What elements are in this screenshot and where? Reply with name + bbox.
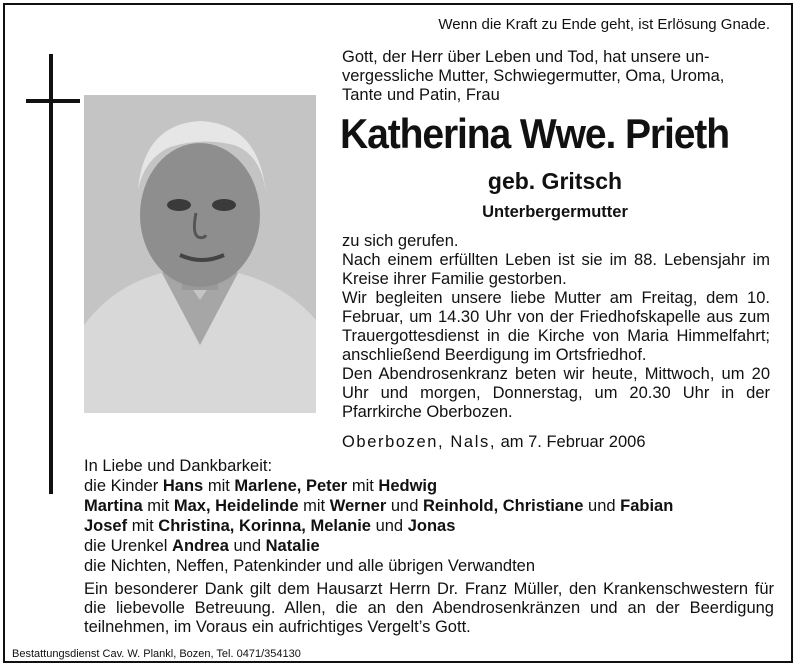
family-line-great-grandchildren <box>84 536 774 556</box>
name: Jonas <box>407 517 456 535</box>
funeral-home: Bestattungsdienst Cav. W. Plankl, Bozen, Tel. 0471/354130 <box>12 648 301 660</box>
intro-line-3: Tante und Patin, Frau <box>342 86 500 104</box>
paragraph-rosary: Den Abendrosenkranz beten wir heute, Mittwoch, um 20 Uhr und morgen, Donnerstag, um 20.30 Uhr in der Pfarrkirche Oberbozen. <box>342 365 770 421</box>
name: Reinhold, Christiane <box>423 497 584 515</box>
paragraph-funeral: Wir begleiten unsere liebe Mutter am Freitag, dem 10. Februar, um 14.30 Uhr von der Friedhofskapelle aus zum Trauergottesdienst in die Kirche von Maria Himmelfahrt; anschließend Beerdigung im Ortsfriedhof. <box>342 289 770 364</box>
name: Fabian <box>620 497 674 515</box>
name: Marlene, Peter <box>234 477 348 495</box>
text: mit <box>142 497 174 515</box>
maiden-name: geb. Gritsch <box>487 168 623 194</box>
text: die Urenkel <box>84 537 173 555</box>
name: Hedwig <box>378 477 438 495</box>
name: Martina <box>84 497 143 515</box>
portrait-photo <box>84 95 316 413</box>
obituary-text <box>342 232 770 422</box>
family-line-relatives: die Nichten, Neffen, Patenkinder und alle übrigen Verwandten <box>84 557 536 575</box>
family-heading: In Liebe und Dankbarkeit: <box>84 457 273 475</box>
name: Natalie <box>265 537 320 555</box>
text: mit <box>127 517 159 535</box>
thanks-text: Ein besonderer Dank gilt dem Hausarzt Herrn Dr. Franz Müller, den Krankenschwestern für die liebevolle Betreuung. Allen, die an den Abendrosenkränzen und an der Beerdigung teilnehmen, im Voraus ein aufrichtiges Vergelt’s Gott. <box>84 580 774 636</box>
text: und <box>386 497 423 515</box>
house-name: Unterbergermutter <box>482 203 628 221</box>
family-list <box>84 456 774 576</box>
motto: Wenn die Kraft zu Ende geht, ist Erlösung Gnade. <box>438 16 770 33</box>
portrait-illustration <box>84 95 316 413</box>
cross-icon <box>49 54 53 494</box>
name: Werner <box>329 497 387 515</box>
paragraph-life: Nach einem erfüllten Leben ist sie im 88. Lebensjahr im Kreise ihrer Familie gestorben. <box>342 251 770 288</box>
intro-line-2: vergessliche Mutter, Schwiegermutter, Oma, Uroma, <box>342 67 725 85</box>
name: Andrea <box>172 537 229 555</box>
family-line-grandchildren <box>84 496 774 516</box>
family-line-children <box>84 476 774 496</box>
name: Christina, Korinna, Melanie <box>158 517 371 535</box>
text: die Kinder <box>84 477 163 495</box>
cross-bar <box>26 99 80 103</box>
name: Josef <box>84 517 128 535</box>
paragraph-called-home: zu sich gerufen. <box>342 232 459 250</box>
text: mit <box>347 477 379 495</box>
place-date <box>342 433 770 452</box>
intro-line-1: Gott, der Herr über Leben und Tod, hat unsere un- <box>342 48 710 66</box>
name: Hans <box>162 477 204 495</box>
family-line-grandchildren-2 <box>84 516 774 536</box>
text: mit <box>298 497 330 515</box>
deceased-name: Katherina Wwe. Prieth <box>340 110 729 157</box>
text: und <box>228 537 266 555</box>
text: und <box>371 517 408 535</box>
place: Oberbozen, Nals, <box>342 433 496 451</box>
intro-text <box>342 48 768 105</box>
name: Max, Heidelinde <box>173 497 299 515</box>
text: mit <box>203 477 235 495</box>
date: am 7. Februar 2006 <box>500 433 646 451</box>
text: und <box>583 497 621 515</box>
